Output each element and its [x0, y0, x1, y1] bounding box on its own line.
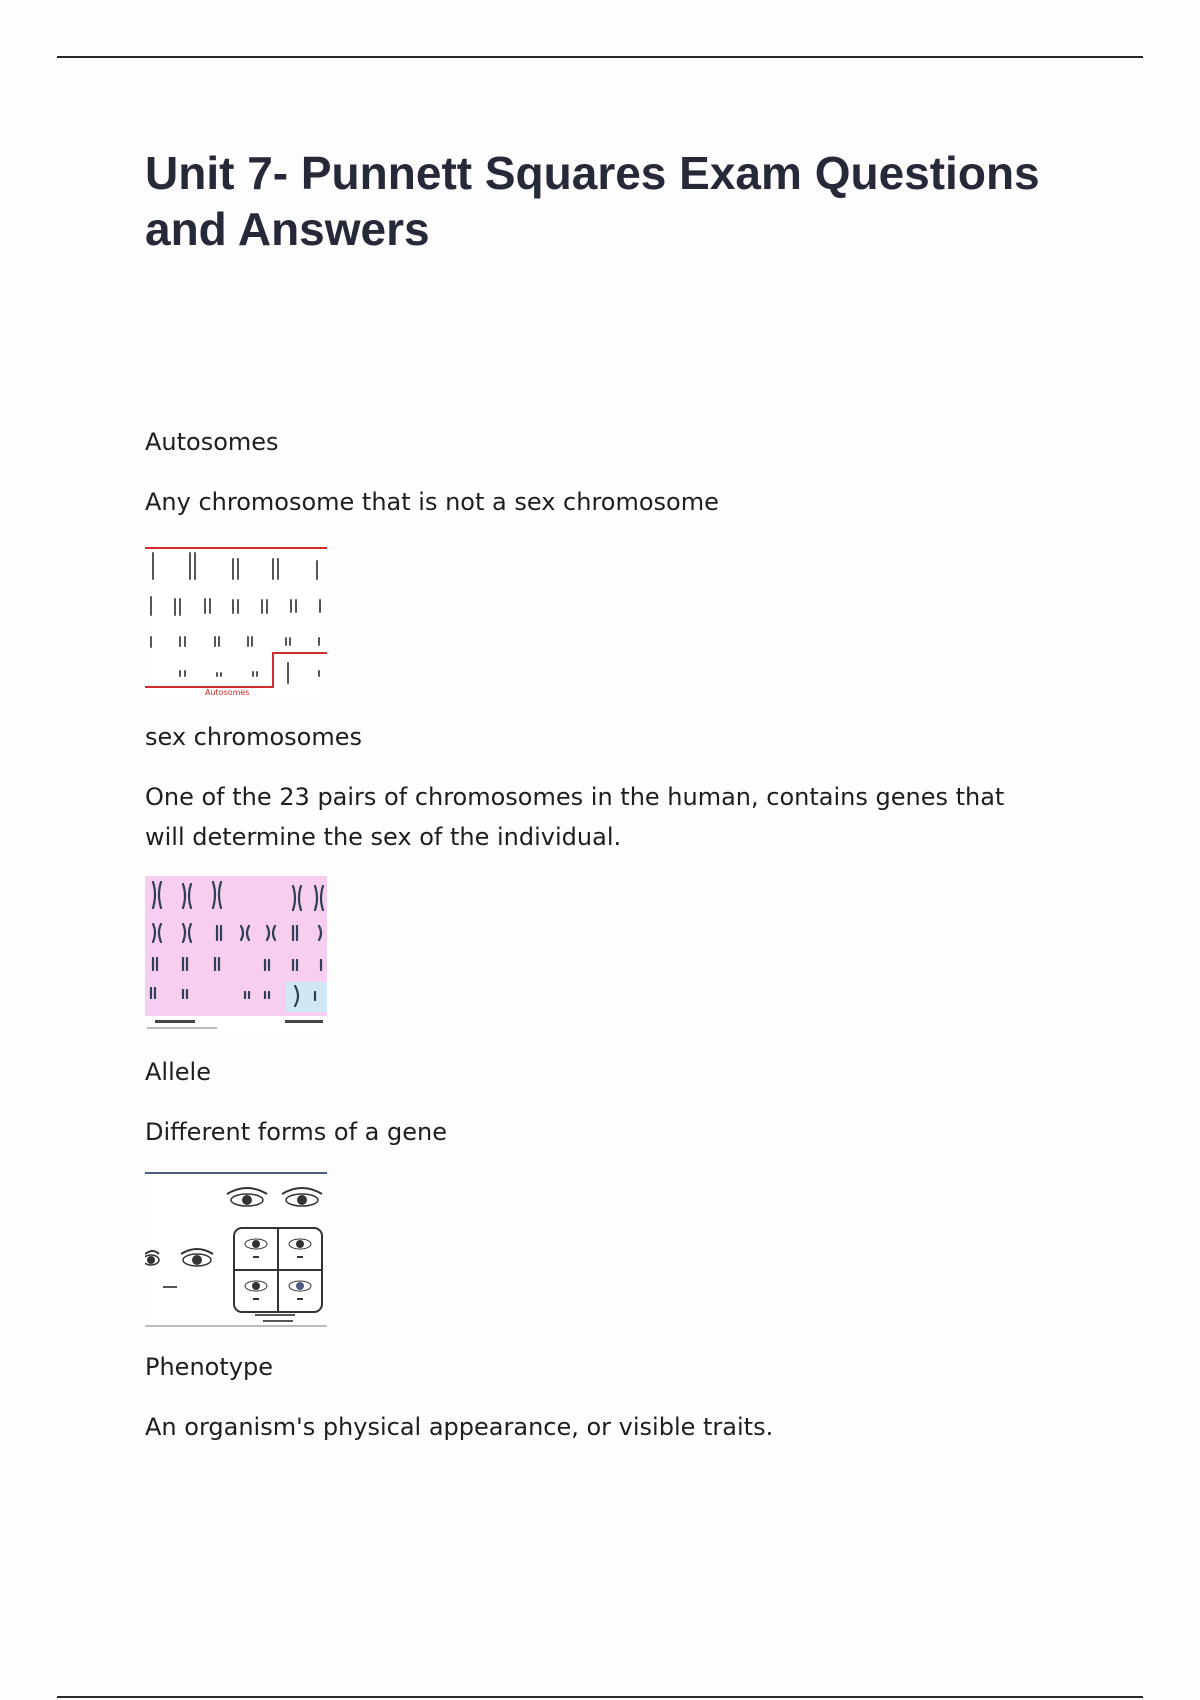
definition-autosomes: Any chromosome that is not a sex chromosome	[145, 488, 719, 516]
allele-punnett-eye-image	[145, 1172, 327, 1328]
term-allele: Allele	[145, 1058, 211, 1086]
karyotype-sex-chromosomes-image	[145, 876, 327, 1032]
definition-sex-chromosomes: One of the 23 pairs of chromosomes in the human, contains genes that will determine the sex of the individual.	[145, 783, 1005, 851]
term-autosomes: Autosomes	[145, 428, 279, 456]
term-phenotype: Phenotype	[145, 1353, 273, 1381]
karyotype-autosomes-image	[145, 545, 327, 697]
document-title: Unit 7- Punnett Squares Exam Questions and Answers	[145, 147, 1040, 255]
term-sex-chromosomes: sex chromosomes	[145, 723, 363, 751]
definition-phenotype: An organism's physical appearance, or visible traits.	[145, 1413, 774, 1441]
autosomes-figure-caption: Autosomes	[205, 688, 250, 697]
header-rule	[57, 56, 1143, 58]
footer-rule	[57, 1696, 1143, 1698]
definition-allele: Different forms of a gene	[145, 1118, 447, 1146]
